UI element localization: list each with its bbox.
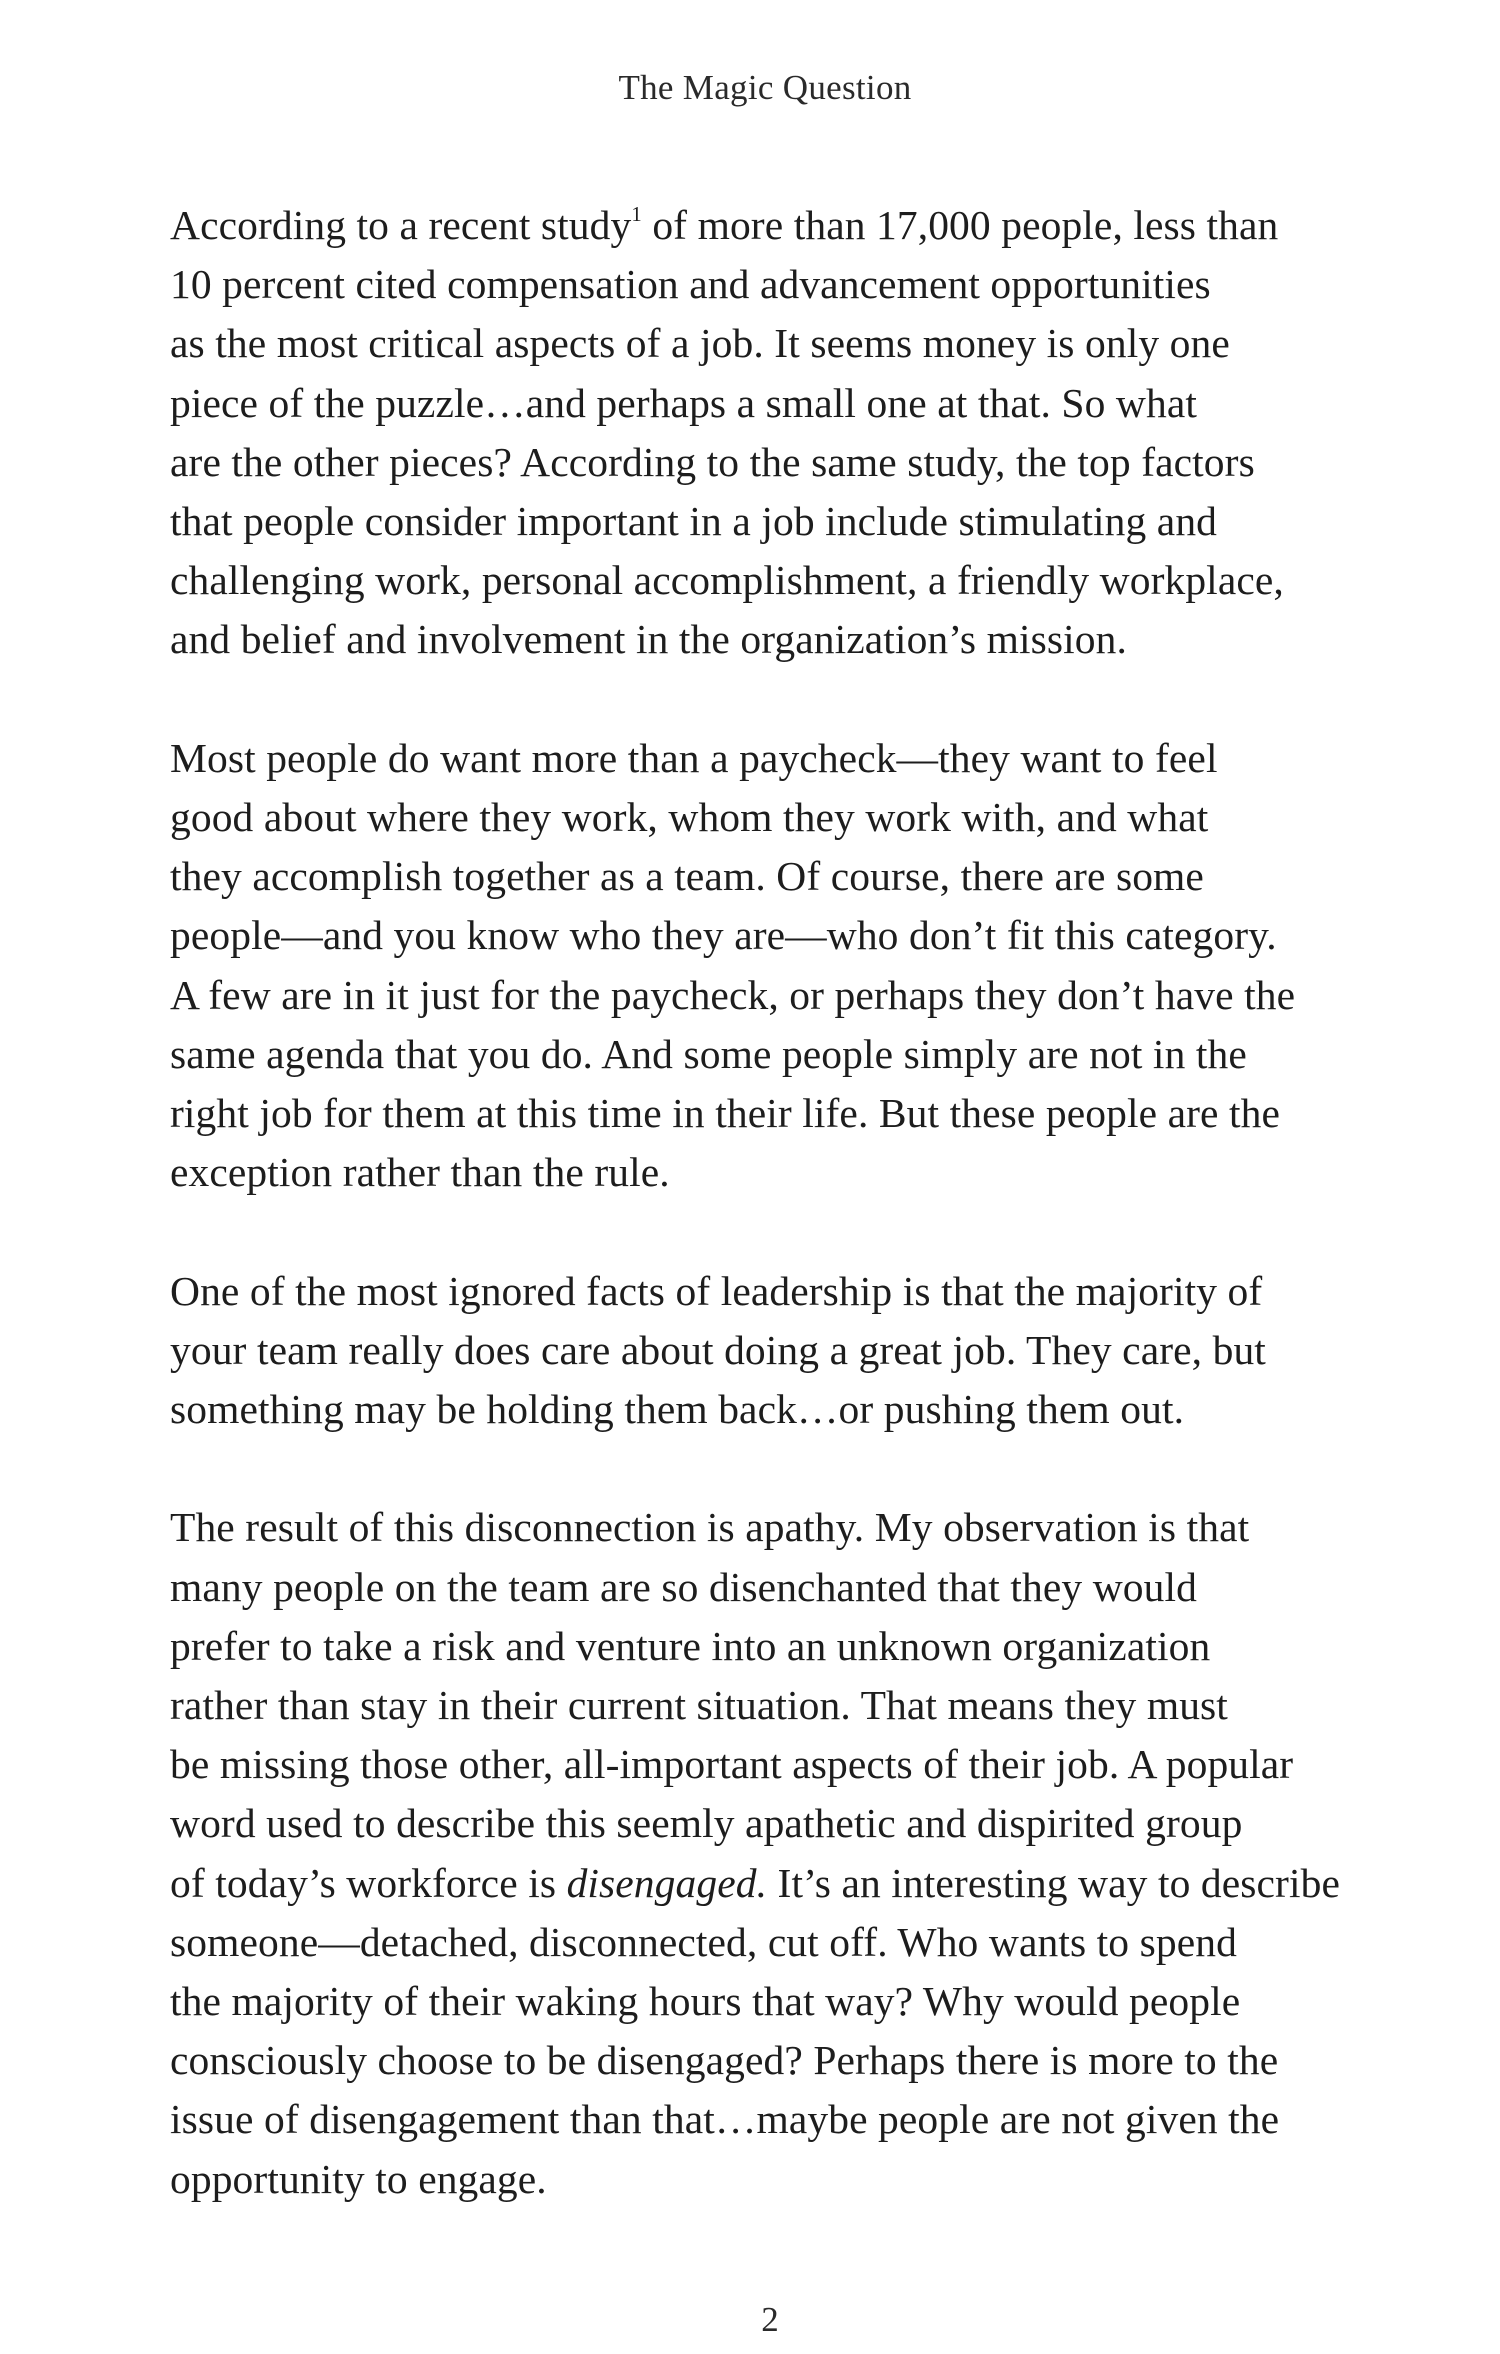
text-line: According to a recent study$^1$ of more than 17,000 people, less than bbox=[170, 202, 1279, 248]
paragraph bbox=[170, 1498, 1375, 2208]
text-line: consciously choose to be disengaged? Perhaps there is more to the bbox=[170, 2037, 1279, 2084]
paragraph bbox=[170, 1262, 1375, 1440]
text-line: your team really does care about doing a great job. They care, but bbox=[170, 1326, 1266, 1373]
text-line: piece of the puzzle…and perhaps a small one at that. So what bbox=[170, 379, 1198, 426]
text-line: prefer to take a risk and venture into an unknown organization bbox=[170, 1622, 1211, 1669]
text-line: are the other pieces? According to the same study, the top factors bbox=[170, 438, 1255, 485]
footnote-marker: 1 bbox=[631, 204, 642, 227]
text-line: challenging work, personal accomplishment, a friendly workplace, bbox=[170, 557, 1284, 604]
page-number: 2 bbox=[761, 2300, 779, 2339]
text-line: Most people do want more than a paycheck—they want to feel bbox=[170, 734, 1218, 781]
text-line: that people consider important in a job include stimulating and bbox=[170, 498, 1218, 545]
body-text bbox=[170, 196, 1375, 2209]
text-line: right job for them at this time in their life. But these people are the bbox=[170, 1090, 1281, 1137]
text-line: and belief and involvement in the organization’s mission. bbox=[170, 616, 1127, 663]
text-line: many people on the team are so disenchanted that they would bbox=[170, 1563, 1197, 1610]
text-line: good about where they work, whom they work with, and what bbox=[170, 794, 1209, 841]
text-line: of today’s workforce is disengaged. It’s an interesting way to describe bbox=[170, 1859, 1340, 1906]
text-line: as the most critical aspects of a job. It seems money is only one bbox=[170, 320, 1230, 367]
text-line: word used to describe this seemly apathetic and dispirited group bbox=[170, 1800, 1243, 1847]
text-line: same agenda that you do. And some people simply are not in the bbox=[170, 1030, 1247, 1077]
text-line: be missing those other, all-important aspects of their job. A popular bbox=[170, 1741, 1294, 1788]
text-line: rather than stay in their current situation. That means they must bbox=[170, 1682, 1228, 1729]
running-head: The Magic Question bbox=[618, 68, 912, 107]
text-line: people—and you know who they are—who don’t fit this category. bbox=[170, 912, 1277, 959]
text-line: something may be holding them back…or pushing them out. bbox=[170, 1386, 1185, 1433]
text-line: the majority of their waking hours that way? Why would people bbox=[170, 1978, 1241, 2025]
text-line: The result of this disconnection is apathy. My observation is that bbox=[170, 1504, 1250, 1551]
text-line: issue of disengagement than that…maybe people are not given the bbox=[170, 2096, 1280, 2143]
text-line: opportunity to engage. bbox=[170, 2155, 547, 2202]
text-line: they accomplish together as a team. Of course, there are some bbox=[170, 853, 1204, 900]
text-line: 10 percent cited compensation and advancement opportunities bbox=[170, 261, 1211, 308]
text-line: One of the most ignored facts of leadership is that the majority of bbox=[170, 1267, 1263, 1314]
paragraph bbox=[170, 729, 1375, 1203]
text-line: someone—detached, disconnected, cut off. Who wants to spend bbox=[170, 1918, 1237, 1965]
paragraph bbox=[170, 196, 1375, 670]
text-line: A few are in it just for the paycheck, or perhaps they don’t have the bbox=[170, 971, 1296, 1018]
text-line: exception rather than the rule. bbox=[170, 1149, 670, 1196]
emphasis-term: disengaged. bbox=[566, 1859, 768, 1906]
